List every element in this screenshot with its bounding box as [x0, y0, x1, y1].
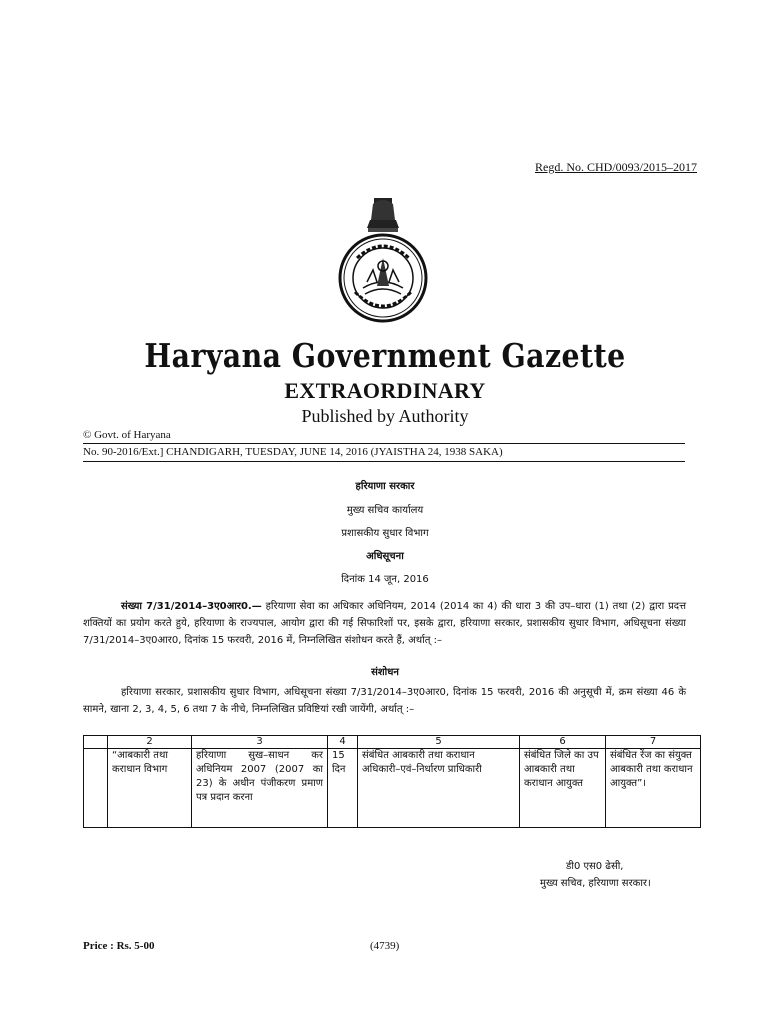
- table-header-row: [84, 736, 701, 749]
- table-cell: हरियाणा सुख–साधन कर अधिनियम 2007 (2007 का 23) के अधीन पंजीकरण प्रमाण पत्र प्रदान करना: [192, 749, 328, 828]
- table-cell: संबंधित रेंज का संयुक्त आबकारी तथा कराधान आयुक्त”।: [606, 749, 701, 828]
- table-header-cell: 5: [358, 736, 520, 749]
- table-cell: संबंधित आबकारी तथा कराधान अधिकारी–एवं–निर्धारण प्राधिकारी: [358, 749, 520, 828]
- table-cell: [84, 749, 108, 828]
- edition-label: EXTRAORDINARY: [284, 378, 486, 403]
- amendment-paragraph: हरियाणा सरकार, प्रशासकीय सुधार विभाग, अधिसूचना संख्या 7/31/2014–3ए0आर0, दिनांक 15 फरवरी, 2016 की अनुसूची में, क्रम संख्या 46 के सामने, खाना 2, 3, 4, 5, 6 तथा 7 के नीचे, निम्नलिखित प्रविष्टियां रखी जायेंगी, अर्थात् :–: [83, 687, 686, 715]
- registration-number: Regd. No. CHD/0093/2015–2017: [535, 160, 697, 174]
- table-header-cell: 4: [328, 736, 358, 749]
- table-cell: 15 दिन: [328, 749, 358, 828]
- department-heading: प्रशासकीय सुधार विभाग: [341, 528, 429, 539]
- table-header-cell: 7: [606, 736, 701, 749]
- table-header-cell: 2: [108, 736, 192, 749]
- signature-block: [540, 858, 651, 892]
- table-header-cell: [84, 736, 108, 749]
- notification-number: संख्या 7/31/2014–3ए0आर0.—: [121, 601, 262, 612]
- copyright-text: © Govt. of Haryana: [83, 429, 171, 441]
- amendment-heading: संशोधन: [371, 667, 399, 678]
- office-heading: मुख्य सचिव कार्यालय: [346, 505, 424, 516]
- notification-heading: अधिसूचना: [366, 551, 404, 562]
- gazette-title: Haryana Government Gazette: [144, 336, 626, 375]
- government-heading: हरियाणा सरकार: [355, 481, 415, 492]
- published-by-label: Published by Authority: [301, 406, 469, 426]
- notification-paragraph: हरियाणा सेवा का अधिकार अधिनियम, 2014 (2014 का 4) की धारा 3 की उप–धारा (1) तथा (2) द्वारा प्रदत्त शक्तियों का प्रयोग करते हुये, हरियाणा के राज्यपाल, आयोग द्वारा की गई सिफारिशों पर, इसके द्वारा, हरियाणा सरकार, प्रशासकीय सुधार विभाग, अधिसूचना संख्या 7/31/2014–3ए0आर0, दिनांक 15 फरवरी, 2016 में, निम्नलिखित संशोधन करते हैं, अर्थात् :–: [83, 601, 686, 646]
- table-cell: संबंधित जिले का उप आबकारी तथा कराधान आयुक्त: [520, 749, 606, 828]
- table-header-cell: 3: [192, 736, 328, 749]
- signatory-name: डी0 एस0 ढेसी,: [566, 861, 624, 872]
- table-cell: “आबकारी तथा कराधान विभाग: [108, 749, 192, 828]
- amendment-table: [83, 735, 701, 828]
- table-header-cell: 6: [520, 736, 606, 749]
- issue-line: No. 90-2016/Ext.] CHANDIGARH, TUESDAY, JUNE 14, 2016 (JYAISTHA 24, 1938 SAKA): [83, 443, 685, 462]
- haryana-emblem-icon: [337, 196, 429, 324]
- notification-date: दिनांक 14 जून, 2016: [341, 574, 429, 585]
- page-number: (4739): [370, 940, 400, 952]
- notification-body: [83, 598, 686, 649]
- price-label: Price : Rs. 5-00: [83, 940, 155, 952]
- signatory-designation: मुख्य सचिव, हरियाणा सरकार।: [540, 878, 651, 889]
- table-row: [84, 749, 701, 828]
